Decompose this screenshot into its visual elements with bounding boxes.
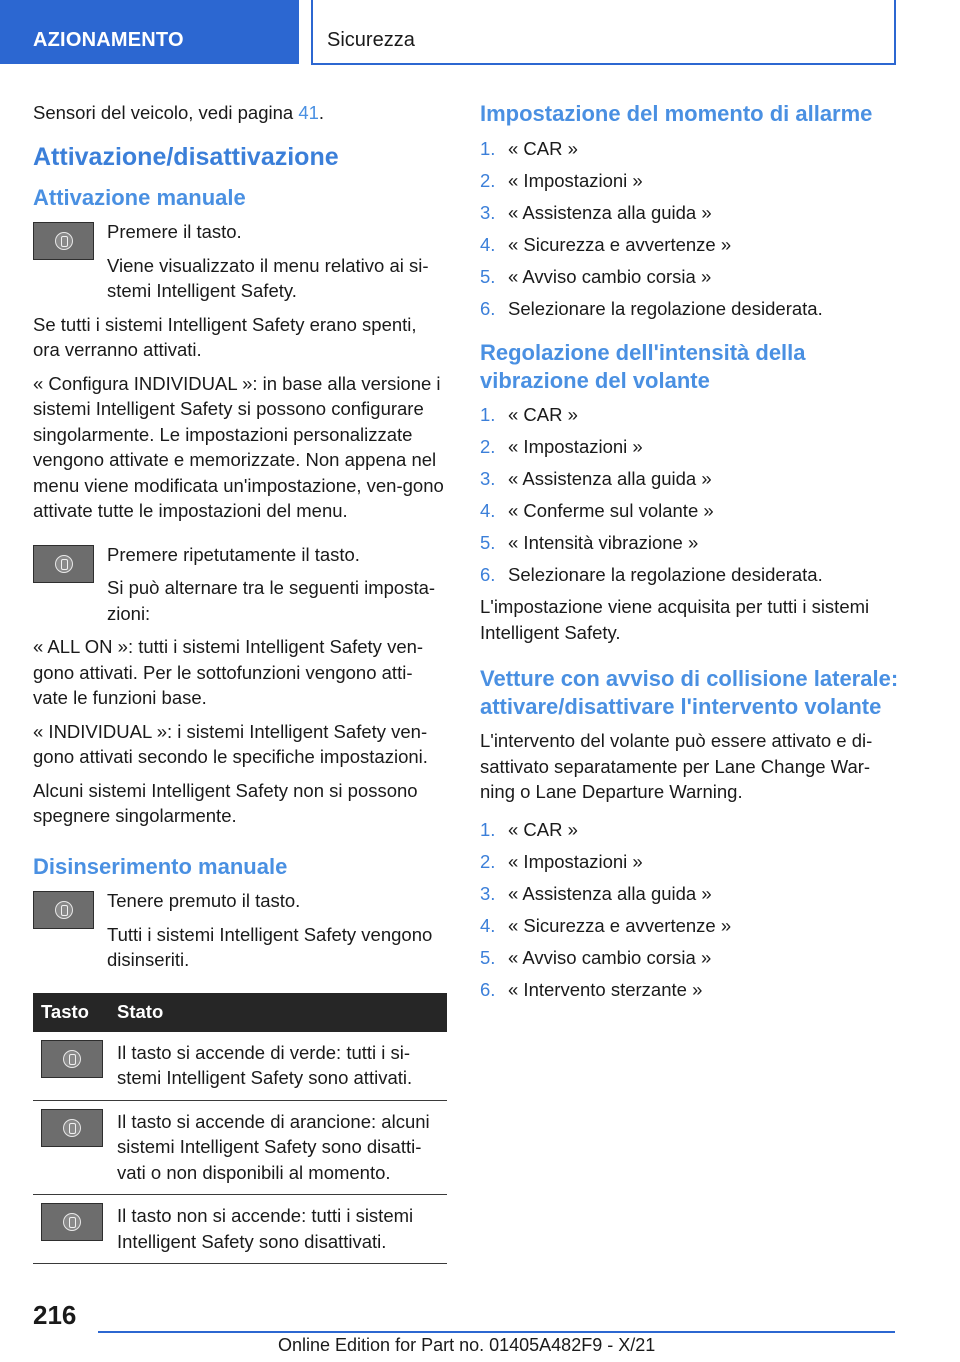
heading-warning-timing: Impostazione del momento di allarme	[480, 101, 873, 126]
section-tab: AZIONAMENTO	[0, 0, 299, 64]
steps-warning-timing	[480, 136, 900, 322]
page-link[interactable]: 41	[298, 102, 319, 123]
page-number: 216	[33, 1300, 77, 1330]
right-column	[480, 100, 900, 1009]
safety-button-image	[33, 222, 94, 260]
list-item: 1. « CAR »	[480, 137, 578, 159]
footer-divider	[98, 1331, 895, 1333]
vibration-note: L'impostazione viene acquisita per tutti i sistemi Intelligent Safety.	[480, 596, 870, 643]
manual-activation-block: Premere il tasto. Viene visualizzato il menu relativo ai si-stemi Intelligent Safety.	[33, 219, 447, 304]
safety-button-image	[41, 1040, 103, 1078]
heading-activation: Attivazione/disattivazione	[33, 142, 339, 171]
list-item: 5. « Avviso cambio corsia »	[480, 946, 712, 968]
heading-steering-intervention: Vetture con avviso di collisione laterale: attivare/disattivare l'intervento volante	[480, 666, 899, 719]
steering-intervention-text: L'intervento del volante può essere attivato e di-sattivato separatamente per Lane Change War-ning o Lane Departure Warning.	[480, 730, 873, 802]
safety-shield-icon	[63, 1213, 81, 1231]
status-text: Il tasto si accende di verde: tutti i si-stemi Intelligent Safety sono attivati.	[109, 1032, 447, 1101]
edition-note: Online Edition for Part no. 01405A482F9 - X/21	[278, 1335, 656, 1355]
table-row	[33, 1032, 447, 1101]
list-item: 1. « CAR »	[480, 818, 578, 840]
safety-shield-icon	[63, 1119, 81, 1137]
safety-button-image	[33, 891, 94, 929]
safety-shield-icon	[55, 232, 73, 250]
list-item: 2. « Impostazioni »	[480, 850, 643, 872]
list-item: 6. Selezionare la regolazione desiderata.	[480, 297, 823, 319]
manual-deactivation-block: Tenere premuto il tasto. Tutti i sistemi Intelligent Safety vengono disinseriti.	[33, 888, 447, 973]
status-text: Il tasto non si accende: tutti i sistemi Intelligent Safety sono disattivati.	[109, 1195, 447, 1264]
heading-manual-deactivation: Disinserimento manuale	[33, 853, 288, 879]
list-item: 4. « Sicurezza e avvertenze »	[480, 233, 732, 255]
list-item: 3. « Assistenza alla guida »	[480, 201, 712, 223]
status-text: Il tasto si accende di arancione: alcuni sistemi Intelligent Safety sono disatti-vati o non disponibili al momento.	[109, 1100, 447, 1195]
table-row	[33, 1100, 447, 1195]
left-column: Sensori del veicolo, vedi pagina 41. Attivazione/disattivazione Attivazione manuale Premere il tasto. Viene visualizzato il menu relativo ai si-stemi Intelligent Safety. Se tutti i sistemi Intelligent Safety erano spenti, ora verranno attivati. « Configura INDIVIDUAL »: in base alla versione i sistemi Intelligent Safety si possono configurare singolarmente. Le impostazioni personalizzate vengono attivate e memorizzate. Non appena nel menu viene modificata un'impostazione, ven-gono attivate tutte le impostazioni del menu. Premere ripetutamente il tasto. Si può alternare tra le seguenti imposta-zioni: « ALL ON »: tutti i sistemi Intelligent Safety ven-gono attivati. Per le sottofunzioni vengono atti-vate le funzioni base. « INDIVIDUAL »: i sistemi Intelligent Safety ven-gono attivati secondo le specifiche impostazioni. Alcuni sistemi Intelligent Safety non si possono spegnere singolarmente. Disinserimento manuale Tenere premuto il tasto. Tutti i sistemi Intelligent Safety vengono disinseriti. Tasto Stato Il tasto si accende di verde: tutti i si-stemi Intelligent Safety sono attivati. Il tasto si accende di arancione: alcuni sistemi Intelligent Safety sono disatti-vati o non disponibili al momento. Il tasto non si accende: tutti i sistemi Intelligent Safety sono disattivati.	[33, 100, 447, 1264]
table-row	[33, 1195, 447, 1264]
safety-shield-icon	[63, 1050, 81, 1068]
list-item: 5. « Avviso cambio corsia »	[480, 265, 712, 287]
safety-button-image	[41, 1109, 103, 1147]
list-item: 6. Selezionare la regolazione desiderata.	[480, 564, 823, 585]
steps-steering-intervention	[480, 817, 900, 1003]
list-item: 3. « Assistenza alla guida »	[480, 468, 712, 489]
list-item: 5. « Intensità vibrazione »	[480, 532, 699, 553]
page-header	[0, 0, 960, 66]
button-status-table	[33, 993, 447, 1265]
list-item: 2. « Impostazioni »	[480, 169, 643, 191]
repeat-press-block: Premere ripetutamente il tasto. Si può alternare tra le seguenti imposta-zioni:	[33, 542, 447, 627]
safety-shield-icon	[55, 901, 73, 919]
heading-manual-activation: Attivazione manuale	[33, 184, 246, 210]
heading-vibration-intensity: Regolazione dell'intensità della vibrazione del volante	[480, 340, 806, 393]
list-item: 6. « Intervento sterzante »	[480, 978, 703, 1000]
table-header-button: Tasto	[33, 993, 109, 1032]
intro-text: Sensori del veicolo, vedi pagina 41.	[33, 102, 325, 123]
safety-button-image	[41, 1203, 103, 1241]
safety-shield-icon	[55, 555, 73, 573]
safety-button-image	[33, 545, 94, 583]
list-item: 2. « Impostazioni »	[480, 436, 643, 457]
list-item: 1. « CAR »	[480, 404, 578, 425]
chapter-title: Sicurezza	[311, 0, 896, 65]
list-item: 3. « Assistenza alla guida »	[480, 882, 712, 904]
table-header-status: Stato	[109, 993, 447, 1032]
list-item: 4. « Conferme sul volante »	[480, 500, 714, 521]
list-item: 4. « Sicurezza e avvertenze »	[480, 914, 732, 936]
steps-vibration-intensity	[480, 402, 900, 588]
